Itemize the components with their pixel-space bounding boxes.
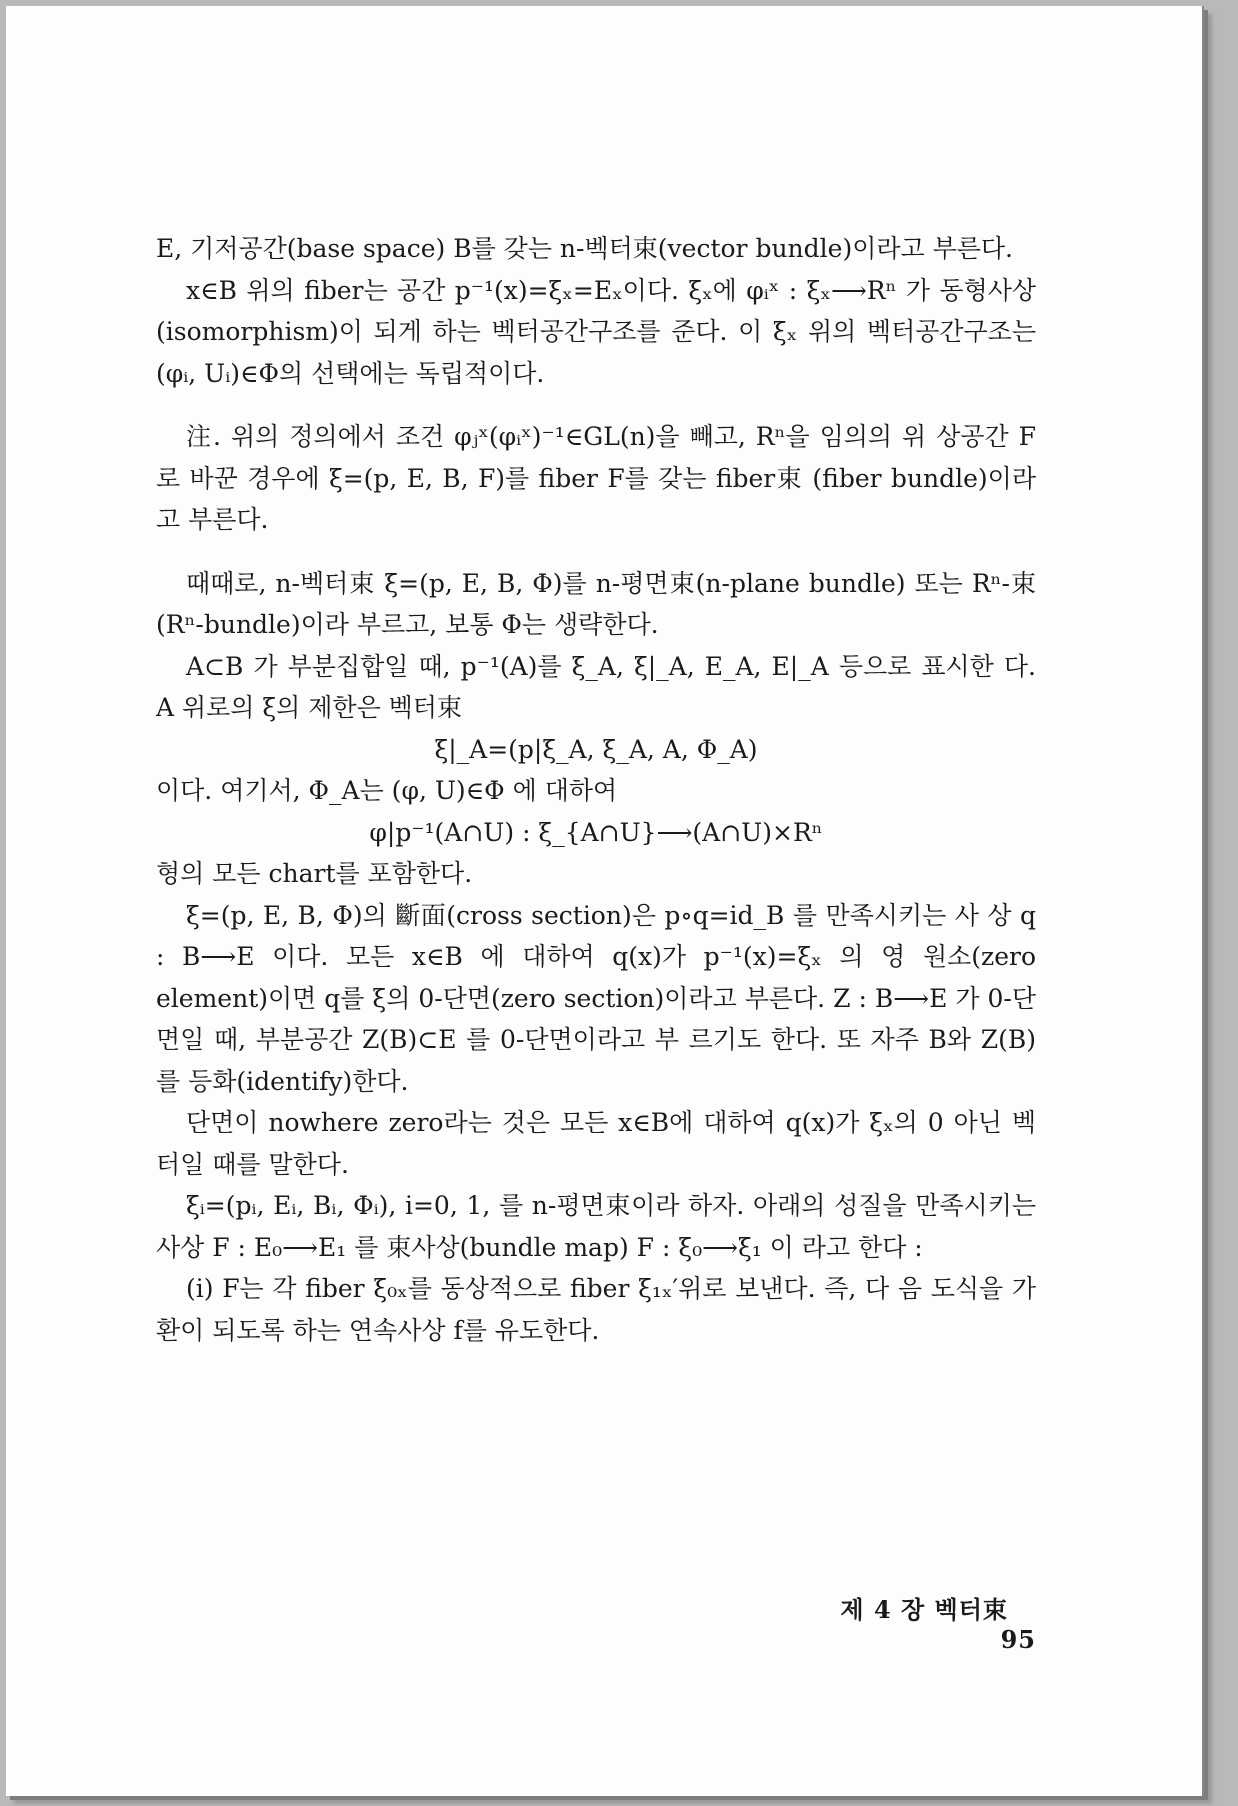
text-line: 때때로, n-벡터束 ξ=(p, E, B, Φ)를 n-평면束(n-plane bundle) 또는 xyxy=(186,568,963,598)
page-footer xyxy=(806,1590,1036,1654)
paragraph-p1 xyxy=(156,228,1036,270)
text-line: Z : B⟶E 가 0-단면일 때, 부분공간 Z(B)⊂E 를 0-단면이라고 부 xyxy=(156,983,1037,1054)
text-line: (i) F는 각 fiber ξ₀ₓ를 동상적으로 fiber ξ₁ₓ′위로 보낸다. 즉, 다 xyxy=(186,1274,890,1303)
text-line: (fiber bundle)이라고 부른다. xyxy=(156,463,1036,534)
text-line: ξ|_A=(p|ξ_A, ξ_A, A, Φ_A) xyxy=(434,734,758,764)
paragraph-p9 xyxy=(156,1102,1036,1185)
text-line: 르기도 한다. 또 자주 B와 Z(B)를 등화(identify)한다. xyxy=(156,1025,1036,1096)
paragraph-p3 xyxy=(156,416,1036,541)
text-line: 부른다. xyxy=(932,234,1014,263)
paragraph-p2 xyxy=(156,270,1036,395)
text-line: 0 아닌 벡터일 때를 말한다. xyxy=(156,1108,1036,1179)
text-line: A⊂B 가 부분집합일 때, p⁻¹(A)를 ξ_A, ξ|_A, E_A, E|_A 등으로 표시한 xyxy=(186,651,994,681)
text-line: ξᵢ=(pᵢ, Eᵢ, Bᵢ, Φᵢ), i=0, 1, 를 n-평면束이라 하자. 아래의 성질을 xyxy=(186,1191,907,1220)
text-line: 이다. 여기서, Φ_A는 (φ, U)∈Φ 에 대하여 xyxy=(156,776,618,805)
equation-eq2 xyxy=(156,812,1036,854)
paragraph-p10 xyxy=(156,1185,1036,1268)
text-line: x∈B 위의 fiber는 공간 p⁻¹(x)=ξₓ=Eₓ이다. ξₓ에 φᵢˣ : ξₓ⟶Rⁿ xyxy=(186,275,897,305)
text-line: 다. A 위로의 ξ의 제한은 벡터束 xyxy=(156,651,1036,722)
text-line: 상 q : B⟶E 이다. 모든 x∈B 에 대하여 q(x)가 p⁻¹(x)=ξₓ 의 영 xyxy=(156,900,1036,971)
page-number: 95 xyxy=(1000,1625,1036,1654)
text-line: 라고 한다 : xyxy=(801,1232,923,1262)
paragraph-p5 xyxy=(156,646,1036,729)
text-line: 음 도식을 가환이 되도록 하는 연속사상 f를 유도한다. xyxy=(156,1274,1036,1345)
text-line: 단면이 nowhere zero라는 것은 모든 x∈B에 대하여 q(x)가 ξₓ의 xyxy=(186,1108,918,1137)
text-line: 원소(zero element)이면 q를 ξ의 0-단면(zero section)이라고 부른다. xyxy=(156,942,1036,1013)
paragraph-p6 xyxy=(156,770,1036,812)
paragraph-p8 xyxy=(156,895,1036,1103)
running-title: 제 4 장 벡터束 xyxy=(840,1595,1008,1624)
text-line: 만족시키는 사상 F : E₀⟶E₁ 를 束사상(bundle map) F : ξ₀⟶ξ₁ 이 xyxy=(156,1191,1037,1262)
text-line: 상공간 F로 바꾼 경우에 ξ=(p, E, B, F)를 fiber F를 갖는 fiber束 xyxy=(156,422,1036,493)
page-body-text xyxy=(156,228,1036,1351)
text-line: 注. 위의 정의에서 조건 φⱼˣ(φᵢˣ)⁻¹∈GL(n)을 빼고, Rⁿ을 임의의 위 xyxy=(186,422,927,451)
text-line: 위의 벡터공간구조는 (φᵢ, Uᵢ)∈Φ의 선택에는 독립적이다. xyxy=(156,317,1036,388)
text-line: φ|p⁻¹(A∩U) : ξ_{A∩U}⟶(A∩U)×Rⁿ xyxy=(369,817,823,847)
book-page xyxy=(6,6,1204,1796)
text-line: ξ=(p, E, B, Φ)의 斷面(cross section)은 p∘q=id_B 를 만족시키는 사 xyxy=(186,900,979,930)
text-line: Rⁿ-束(Rⁿ-bundle)이라 부르고, 보통 Φ는 생략한다. xyxy=(156,568,1036,639)
text-line: 형의 모든 chart를 포함한다. xyxy=(156,859,473,888)
equation-eq1 xyxy=(156,729,1036,771)
paragraph-p7 xyxy=(156,853,1036,895)
text-line: 가 동형사상(isomorphism)이 되게 하는 벡터공간구조를 준다. 이 ξₓ xyxy=(156,275,1036,346)
text-line: E, 기저공간(base space) B를 갖는 n-벡터束(vector bundle)이라고 xyxy=(156,234,925,263)
paragraph-p4 xyxy=(156,563,1036,646)
paragraph-p11 xyxy=(156,1268,1036,1351)
